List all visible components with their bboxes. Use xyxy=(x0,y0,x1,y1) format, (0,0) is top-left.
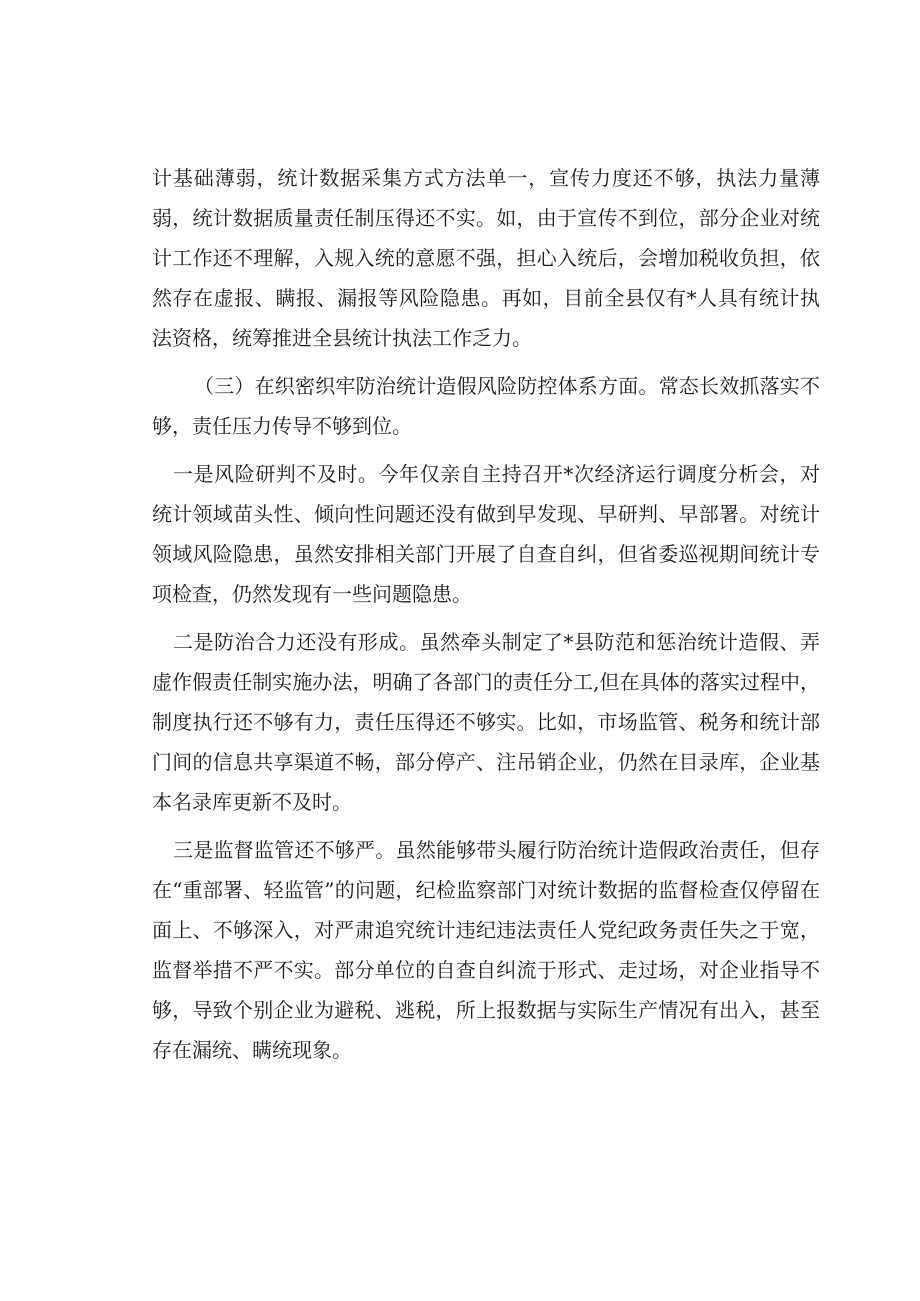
paragraph-supervision: 三是监督监管还不够严。虽然能够带头履行防治统计造假政治责任，但存在“重部署、轻监管”的问题，纪检监察部门对统计数据的监督检查仅停留在面上、不够深入，对严肃追究统计违纪违法责任人党纪政务责任失之于宽，监督举措不严不实。部分单位的自查自纠流于形式、走过场，对企业指导不够，导致个别企业为避税、逃税，所上报数据与实际生产情况有出入，甚至存在漏统、瞒统现象。 xyxy=(152,838,820,1062)
paragraph-risk-assessment: 一是风险研判不及时。今年仅亲自主持召开*次经济运行调度分析会，对统计领域苗头性、倾向性问题还没有做到早发现、早研判、早部署。对统计领域风险隐患，虽然安排相关部门开展了自查自纠，但省委巡视期间统计专项检查，仍然发现有一些问题隐患。 xyxy=(152,462,820,606)
paragraph-joint-prevention: 二是防治合力还没有形成。虽然牵头制定了*县防范和惩治统计造假、弄虚作假责任制实施办法，明确了各部门的责任分工,但在具体的落实过程中，制度执行还不够有力，责任压得还不够实。比如，市场监管、税务和统计部门间的信息共享渠道不畅，部分停产、注吊销企业，仍然在目录库，企业基本名录库更新不及时。 xyxy=(152,630,820,814)
document-body xyxy=(152,158,820,1078)
paragraph-continuation: 计基础薄弱，统计数据采集方式方法单一，宣传力度还不够，执法力量薄弱，统计数据质量责任制压得还不实。如，由于宣传不到位，部分企业对统计工作还不理解，入规入统的意愿不强，担心入统后，会增加税收负担，依然存在虚报、瞒报、漏报等风险隐患。再如，目前全县仅有*人具有统计执法资格，统筹推进全县统计执法工作乏力。 xyxy=(152,166,820,350)
paragraph-section-heading: （三）在织密织牢防治统计造假风险防控体系方面。常态长效抓落实不够，责任压力传导不够到位。 xyxy=(152,374,820,438)
